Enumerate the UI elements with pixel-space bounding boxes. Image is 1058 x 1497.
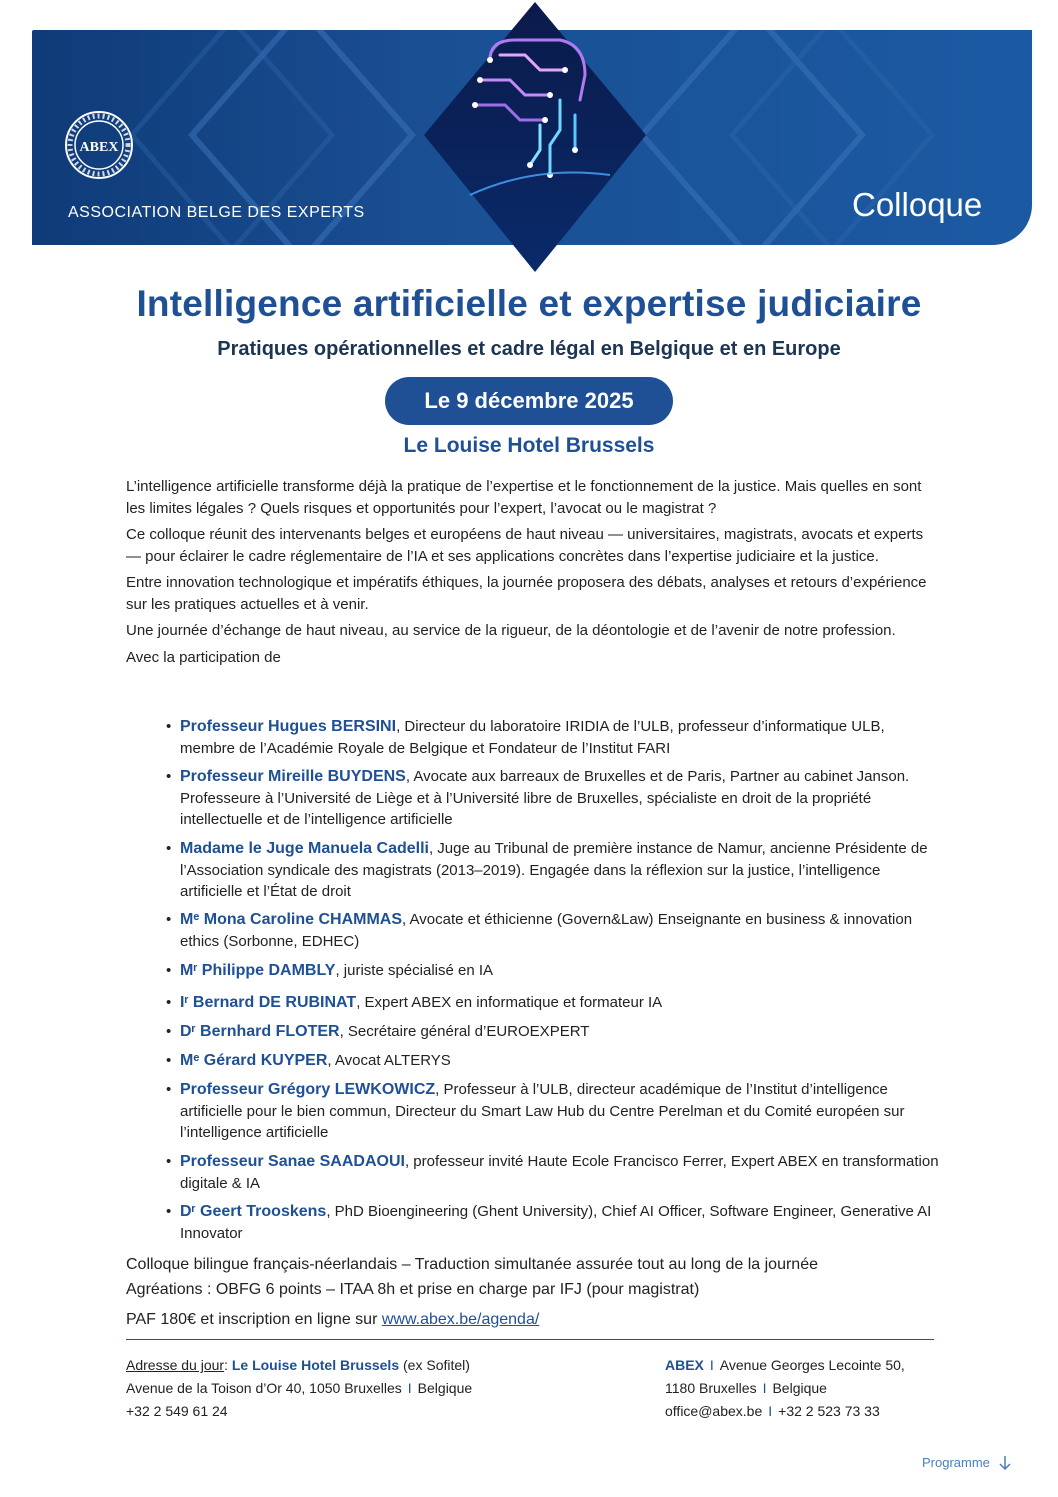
speaker-item: [164, 960, 940, 982]
association-name: ASSOCIATION BELGE DES EXPERTS: [68, 204, 365, 221]
speaker-name: Professeur Sanae SAADAOUI: [180, 1153, 405, 1170]
abex-email[interactable]: office@abex.be: [665, 1403, 763, 1419]
programme-link[interactable]: [922, 1455, 1012, 1471]
page-title: Intelligence artificielle et expertise judiciaire: [136, 283, 922, 324]
intro-paragraph: Ce colloque réunit des intervenants belges et européens de haut niveau — universitaires, magistrats, avocats et experts — pour éclairer le cadre réglementaire de l’IA et ses applications concrètes dans l’expertise judiciaire et la justice.: [126, 526, 924, 565]
speaker-name: Mᵉ Mona Caroline CHAMMAS: [180, 911, 403, 928]
accreditation-note: Agréations : OBFG 6 points – ITAA 8h et prise en charge par IFJ (pour magistrat): [126, 1281, 700, 1298]
separator: I: [709, 1357, 714, 1373]
day-address: [126, 1354, 472, 1423]
speaker-desc: , Juge au Tribunal de première instance de Namur, ancienne Présidente de l’Association syndicale des magistrats (2013–2019). Engagée dans la réflexion sur la justice, l’intelligence artificielle et l’État de droit: [180, 840, 928, 900]
abex-phone: +32 2 523 73 33: [778, 1403, 880, 1419]
speaker-item: [164, 992, 940, 1014]
speaker-item: [164, 1050, 940, 1072]
speaker-item: [164, 1079, 940, 1144]
speaker-name: Professeur Grégory LEWKOWICZ: [180, 1081, 436, 1098]
programme-label: Programme: [922, 1455, 990, 1470]
speaker-desc: , PhD Bioengineering (Ghent University), Chief AI Officer, Software Engineer, Generative AI Innovator: [180, 1203, 932, 1242]
event-type-label: Colloque: [852, 186, 983, 223]
abex-logo: [64, 110, 134, 180]
venue-phone: +32 2 549 61 24: [126, 1403, 228, 1419]
abex-city: 1180 Bruxelles: [665, 1380, 757, 1396]
speaker-desc: , Avocate aux barreaux de Bruxelles et de Paris, Partner au cabinet Janson. Professeure à l’Université de Liège et à l’Université libre de Bruxelles, spécialiste en droit de la propriété intellectuelle et de l’intelligence artificielle: [180, 768, 910, 828]
day-address-line-1: [126, 1354, 472, 1377]
intro-paragraph: Entre innovation technologique et impératifs éthiques, la journée proposera des débats, analyses et retours d’expérience sur les pratiques actuelles et à venir.: [126, 574, 927, 613]
intro-paragraph: Une journée d’échange de haut niveau, au service de la rigueur, de la déontologie et de l’avenir de notre profession.: [126, 622, 896, 639]
price-text: PAF 180€ et inscription en ligne sur: [126, 1311, 382, 1328]
address-colon: :: [224, 1357, 232, 1373]
speaker-name: Mᵉ Gérard KUYPER: [180, 1052, 328, 1069]
speaker-item: [164, 1021, 940, 1043]
speaker-name: Madame le Juge Manuela Cadelli: [180, 840, 429, 857]
venue-street: Avenue de la Toison d’Or 40, 1050 Bruxelles: [126, 1380, 402, 1396]
intro-text: [126, 476, 936, 673]
separator: I: [407, 1380, 412, 1396]
speaker-name: Mʳ Philippe DAMBLY: [180, 962, 336, 979]
speaker-name: Professeur Mireille BUYDENS: [180, 768, 406, 785]
address-label: Adresse du jour: [126, 1357, 225, 1373]
venue-country: Belgique: [417, 1380, 473, 1396]
speaker-desc: , Secrétaire général d’EUROEXPERT: [339, 1023, 590, 1040]
speaker-name: Dʳ Geert Trooskens: [180, 1203, 327, 1220]
speaker-desc: , Avocate et éthicienne (Govern&Law) Enseignante en business & innovation ethics (Sorbonne, EDHEC): [180, 911, 913, 950]
speaker-desc: , Directeur du laboratoire IRIDIA de l’ULB, professeur d’informatique ULB, membre de l’Académie Royale de Belgique et Fondateur de l’Institut FARI: [180, 718, 885, 757]
brain-diamond-image: [420, 0, 650, 280]
registration-link[interactable]: www.abex.be/agenda/: [381, 1311, 540, 1328]
date-badge: Le 9 décembre 2025: [385, 377, 673, 425]
speaker-item: [164, 1201, 940, 1244]
divider: [126, 1339, 934, 1340]
speaker-name: Professeur Hugues BERSINI: [180, 718, 397, 735]
registration-note: [126, 1311, 539, 1329]
arrow-down-icon: [998, 1455, 1012, 1471]
speaker-item: [164, 1151, 940, 1194]
day-address-line-2: [126, 1377, 472, 1400]
logo-text: ABEX: [79, 140, 119, 155]
speaker-desc: , professeur invité Haute Ecole Francisco Ferrer, Expert ABEX en transformation digitale & IA: [180, 1153, 939, 1192]
intro-paragraph: L’intelligence artificielle transforme déjà la pratique de l’expertise et le fonctionnement de la justice. Mais quelles en sont les limites légales ? Quels risques et opportunités pour l’expert, l’avocat ou le magistrat ?: [126, 478, 922, 517]
participation-label: Avec la participation de: [126, 648, 281, 666]
venue-note: (ex Sofitel): [399, 1357, 470, 1373]
bilingual-note: Colloque bilingue français-néerlandais – Traduction simultanée assurée tout au long de la journée: [126, 1256, 818, 1273]
abex-address-line-1: [665, 1354, 905, 1377]
venue-title: Le Louise Hotel Brussels: [403, 434, 655, 457]
speaker-desc: , juriste spécialisé en IA: [335, 962, 494, 979]
abex-address: [665, 1354, 905, 1423]
speaker-desc: , Professeur à l’ULB, directeur académique de l’Institut d’intelligence artificielle pour le bien commun, Directeur du Smart Law Hub du Centre Perelman et du Comité européen sur l’intelligence artificielle: [180, 1081, 905, 1141]
speaker-name: Iʳ Bernard DE RUBINAT: [180, 994, 357, 1011]
speaker-item: [164, 716, 940, 759]
speaker-desc: , Expert ABEX en informatique et formateur IA: [356, 994, 663, 1011]
venue-name: Le Louise Hotel Brussels: [231, 1357, 400, 1373]
speaker-desc: , Avocat ALTERYS: [327, 1052, 451, 1069]
abex-address-line-3: [665, 1400, 905, 1423]
speaker-item: [164, 766, 940, 831]
separator: I: [762, 1380, 767, 1396]
page-subtitle: Pratiques opérationnelles et cadre légal en Belgique et en Europe: [217, 338, 841, 360]
abex-name: ABEX: [665, 1357, 704, 1373]
speaker-item: [164, 909, 940, 952]
abex-address-line-2: [665, 1377, 905, 1400]
separator: I: [768, 1403, 773, 1419]
abex-country: Belgique: [772, 1380, 827, 1396]
speaker-item: [164, 838, 940, 903]
speaker-name: Dʳ Bernhard FLOTER: [180, 1023, 340, 1040]
abex-street: Avenue Georges Lecointe 50,: [719, 1357, 905, 1373]
